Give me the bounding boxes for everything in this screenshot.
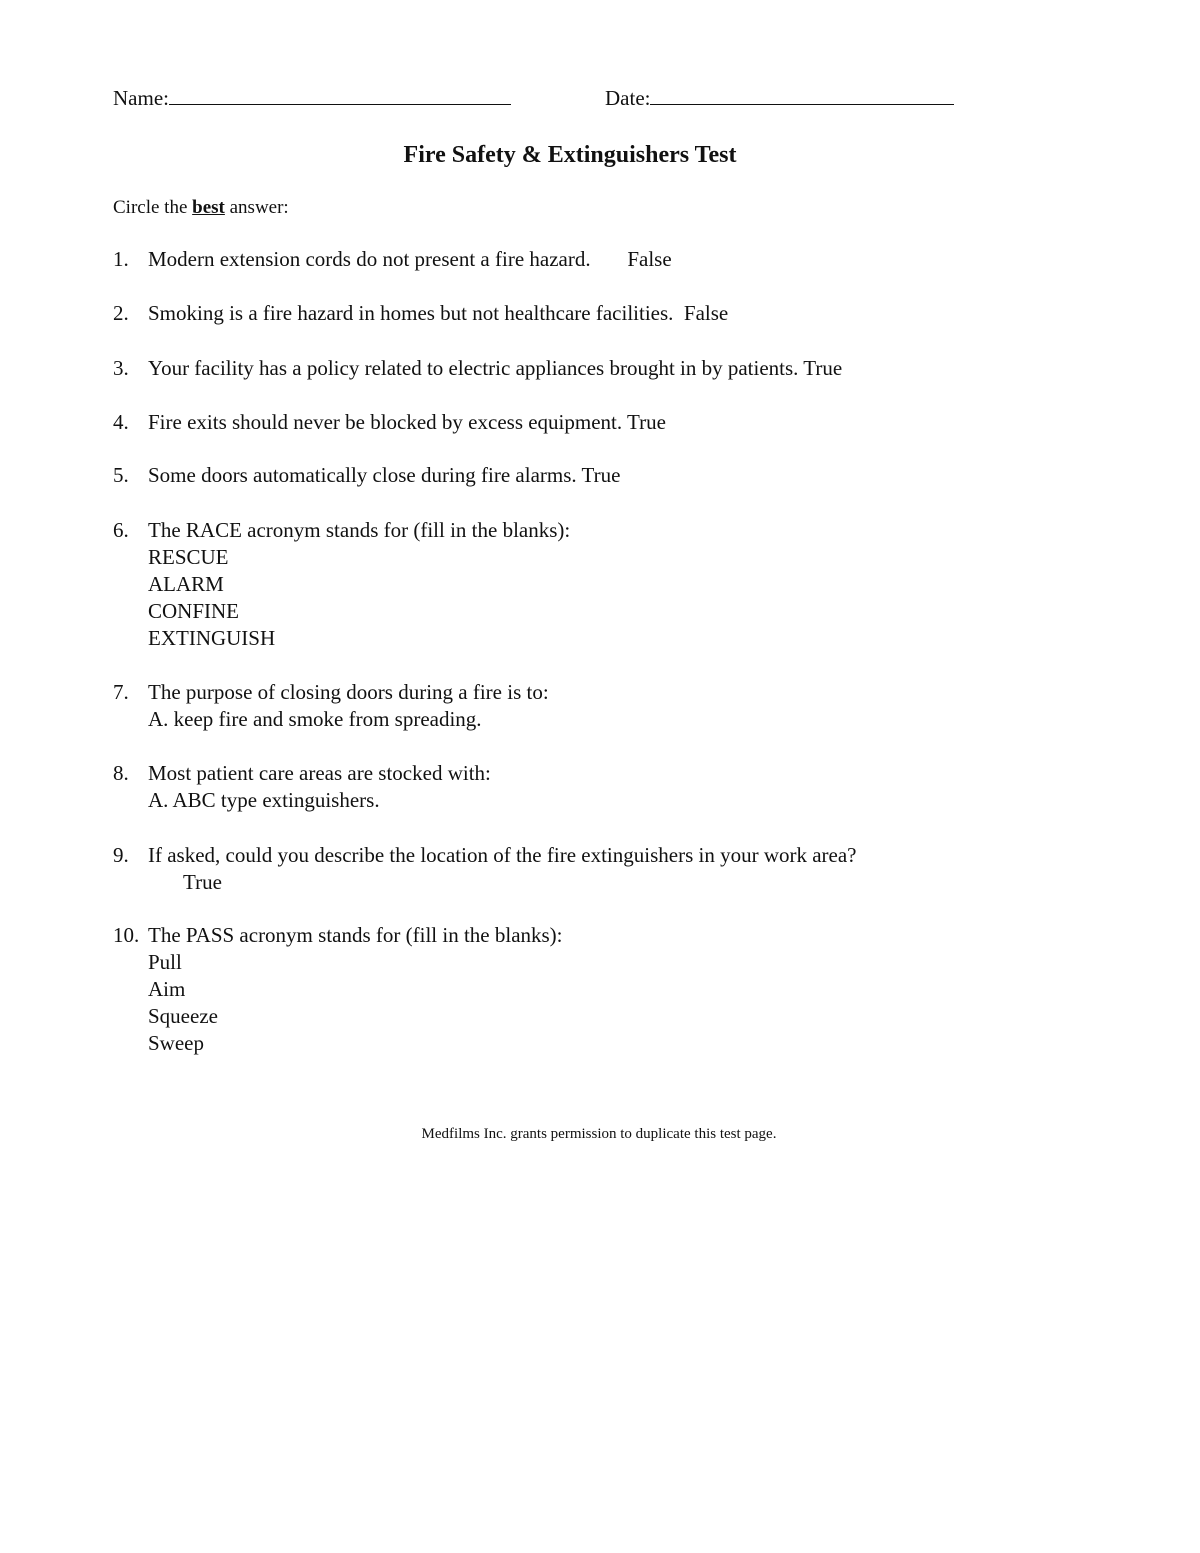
answer-line: RESCUE xyxy=(148,545,229,569)
question-number: 2. xyxy=(113,301,129,325)
footer-note: Medfilms Inc. grants permission to duplicate this test page. xyxy=(421,1126,777,1142)
question-text: Some doors automatically close during fire alarms. True xyxy=(148,463,621,487)
question-number: 6. xyxy=(113,518,129,542)
question-number: 7. xyxy=(113,680,129,704)
question-text: Fire exits should never be blocked by excess equipment. True xyxy=(148,410,666,434)
instruction xyxy=(113,197,289,219)
answer-line: CONFINE xyxy=(148,599,240,623)
instruction-before: Circle the xyxy=(113,197,193,218)
answer-line: ALARM xyxy=(148,572,224,596)
question-text: Your facility has a policy related to electric appliances brought in by patients. True xyxy=(148,356,843,380)
question-body xyxy=(148,842,857,896)
name-label: Name: xyxy=(113,86,169,110)
question-body xyxy=(148,517,570,652)
question-text: If asked, could you describe the location of the fire extinguishers in your work area? xyxy=(148,843,857,867)
question-number: 8. xyxy=(113,761,129,785)
date-label: Date: xyxy=(605,86,651,110)
name-blank-line xyxy=(169,86,511,105)
answer-line: Squeeze xyxy=(148,1004,218,1028)
question-text: The RACE acronym stands for (fill in the blanks): xyxy=(148,518,571,542)
question-body xyxy=(148,922,563,1057)
question-body xyxy=(148,355,842,382)
question-body xyxy=(148,462,620,489)
answer-line: Sweep xyxy=(148,1031,204,1055)
page-title: Fire Safety & Extinguishers Test xyxy=(403,142,737,168)
answer-line: Aim xyxy=(148,977,186,1001)
question-text: The purpose of closing doors during a fire is to: xyxy=(148,680,549,704)
question-number: 1. xyxy=(113,247,129,271)
instruction-after: answer: xyxy=(224,197,289,218)
date-field xyxy=(605,86,954,111)
name-field xyxy=(113,86,511,111)
header-fields xyxy=(113,86,973,116)
question-number: 9. xyxy=(113,843,129,867)
answer-line: EXTINGUISH xyxy=(148,626,276,650)
question-text: Most patient care areas are stocked with: xyxy=(148,761,491,785)
question-number: 4. xyxy=(113,410,129,434)
answer-line: A. keep fire and smoke from spreading. xyxy=(148,707,482,731)
question-number: 3. xyxy=(113,356,129,380)
date-blank-line xyxy=(650,86,954,105)
answer-line: A. ABC type extinguishers. xyxy=(148,788,380,812)
question-text: Modern extension cords do not present a fire hazard. False xyxy=(148,247,672,271)
question-text: The PASS acronym stands for (fill in the blanks): xyxy=(148,923,563,947)
question-body xyxy=(148,760,491,814)
answer-line: Pull xyxy=(148,950,182,974)
question-body xyxy=(148,679,549,733)
question-body xyxy=(148,300,728,327)
question-body xyxy=(148,409,666,436)
answer-line: True xyxy=(183,870,222,894)
question-number: 10. xyxy=(113,923,140,947)
question-body xyxy=(148,246,672,273)
question-number: 5. xyxy=(113,463,129,487)
instruction-emphasis: best xyxy=(192,197,225,218)
question-text: Smoking is a fire hazard in homes but not healthcare facilities. False xyxy=(148,301,729,325)
